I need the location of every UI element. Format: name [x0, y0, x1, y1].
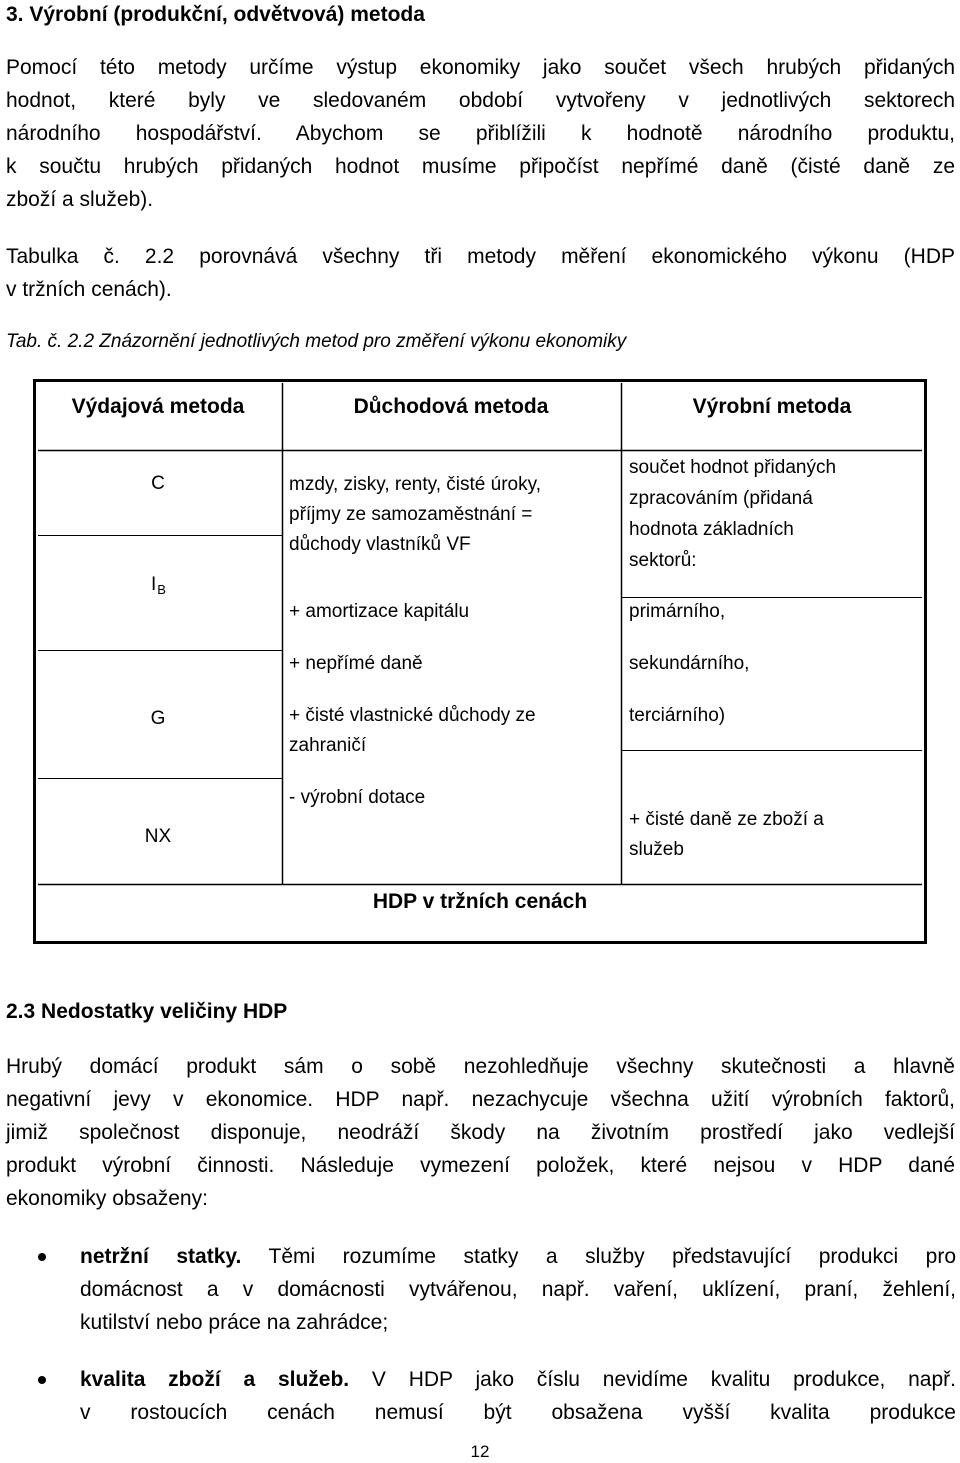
- paragraph-line: Tabulka č. 2.2 porovnává všechny tři metody měření ekonomického výkonu (HDP: [6, 245, 955, 268]
- production-sum-line: součet hodnot přidaných: [629, 457, 837, 478]
- table-footer-gdp: HDP v tržních cenách: [372, 890, 588, 913]
- production-tertiary: terciárního): [629, 705, 726, 726]
- investment-label: [151, 574, 166, 597]
- consumption-label: C: [151, 473, 165, 494]
- paragraph-line: Hrubý domácí produkt sám o sobě nezohledňuje všechny skutečnosti a hlavně: [6, 1055, 955, 1078]
- header-expenditure-method: Výdajová metoda: [71, 395, 245, 418]
- production-primary: primárního,: [629, 601, 726, 622]
- income-wages-line: příjmy ze samozaměstnání =: [289, 504, 533, 525]
- bullet-first-line: [80, 1363, 956, 1396]
- income-amortization: + amortizace kapitálu: [289, 601, 470, 622]
- section2-heading: 2.3 Nedostatky veličiny HDP: [6, 1000, 288, 1023]
- income-wages-line: mzdy, zisky, renty, čisté úroky,: [289, 474, 541, 495]
- section-heading: 3. Výrobní (produkční, odvětvová) metoda: [6, 3, 425, 26]
- production-sum-line: hodnota základních: [629, 519, 794, 540]
- paragraph-line: k součtu hrubých přidaných hodnot musíme připočíst nepřímé daně (čisté daně ze: [6, 155, 955, 178]
- bullet-text: [80, 1363, 956, 1429]
- bullet-term: netržní statky.: [80, 1245, 242, 1268]
- bullet-first-line: [80, 1240, 956, 1273]
- bullet-line: v rostoucích cenách nemusí být obsažena vyšší kvalita produkce: [80, 1401, 956, 1424]
- bullet-line: kutilství nebo práce na zahrádce;: [80, 1311, 389, 1334]
- investment-subscript: B: [157, 582, 166, 597]
- income-subsidies: - výrobní dotace: [289, 787, 426, 808]
- paragraph-line: produkt výrobní činnosti. Následuje vymezení položek, které nejsou v HDP dané: [6, 1154, 955, 1177]
- production-sum-line: sektorů:: [629, 550, 697, 571]
- paragraph-line: zboží a služeb).: [6, 188, 154, 211]
- header-production-method: Výrobní metoda: [692, 395, 852, 418]
- bullet-term: kvalita zboží a služeb.: [80, 1368, 350, 1391]
- net-export-label: NX: [144, 826, 172, 847]
- investment-main: I: [151, 574, 157, 595]
- table-caption: Tab. č. 2.2 Znázornění jednotlivých metod pro změření výkonu ekonomiky: [6, 331, 627, 352]
- paragraph-line: národního hospodářství. Abychom se přiblížili k hodnotě národního produktu,: [6, 122, 955, 145]
- paragraph-line: Pomocí této metody určíme výstup ekonomiky jako součet všech hrubých přidaných: [6, 56, 955, 79]
- income-wages-line: důchody vlastníků VF: [289, 534, 471, 555]
- income-foreign-line: zahraničí: [289, 735, 367, 756]
- bullet-first-rest: Těmi rozumíme statky a služby představující produkci pro: [241, 1245, 956, 1268]
- paragraph-line: hodnot, které byly ve sledovaném období vytvořeny v jednotlivých sektorech: [6, 89, 955, 112]
- paragraph-line: jimiž společnost disponuje, neodráží škody na životním prostředí jako vedlejší: [6, 1121, 955, 1144]
- bullet-line: domácnost a v domácnosti vytvářenou, např. vaření, uklízení, praní, žehlení,: [80, 1278, 956, 1301]
- paragraph-line: negativní jevy v ekonomice. HDP např. nezachycuje všechna užití výrobních faktorů,: [6, 1088, 955, 1111]
- bullet-dot-icon: [38, 1253, 46, 1261]
- page-number: 12: [470, 1442, 490, 1461]
- shortcomings-paragraph: [6, 1050, 955, 1215]
- government-label: G: [150, 708, 166, 729]
- paragraph-line: v tržních cenách).: [6, 278, 172, 301]
- production-secondary: sekundárního,: [629, 653, 750, 674]
- production-sum-line: zpracováním (přidaná: [629, 488, 813, 509]
- bullet-dot-icon: [38, 1376, 46, 1384]
- paragraph-line: ekonomiky obsaženy:: [6, 1187, 208, 1210]
- bullet-text: [80, 1240, 956, 1339]
- income-foreign-line: + čisté vlastnické důchody ze: [289, 705, 536, 726]
- bullet-first-rest: V HDP jako číslu nevidíme kvalitu produkce, např.: [349, 1368, 956, 1391]
- production-taxes-line: služeb: [629, 839, 684, 860]
- production-taxes-line: + čisté daně ze zboží a: [629, 809, 824, 830]
- income-indirect-taxes: + nepřímé daně: [289, 653, 423, 674]
- header-income-method: Důchodová metoda: [353, 395, 549, 418]
